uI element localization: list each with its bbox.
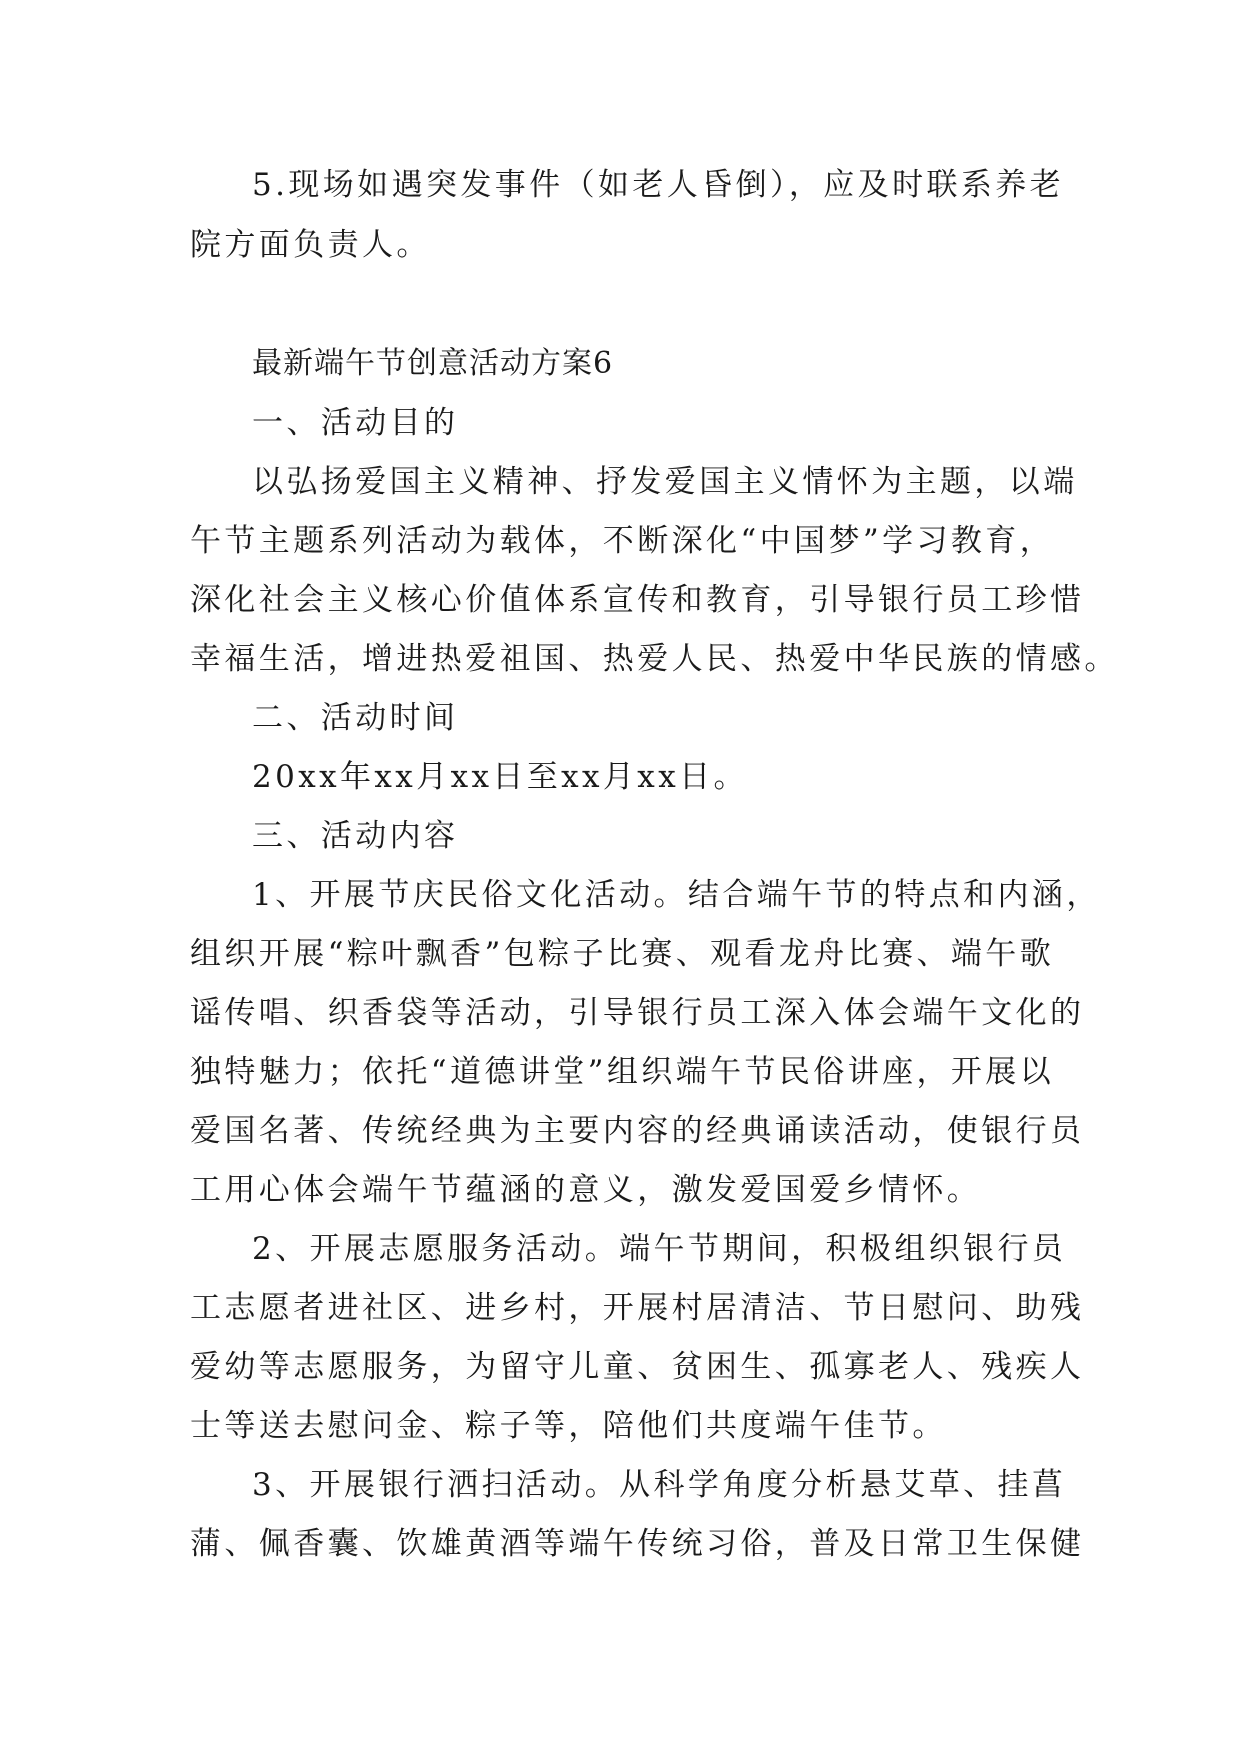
paragraph-line: 蒲、佩香囊、饮雄黄酒等端午传统习俗，普及日常卫生保健 bbox=[190, 1526, 1085, 1562]
paragraph-line: 工志愿者进社区、进乡村，开展村居清洁、节日慰问、助残 bbox=[190, 1290, 1085, 1326]
paragraph-line: 谣传唱、织香袋等活动，引导银行员工深入体会端午文化的 bbox=[190, 995, 1085, 1031]
paragraph-line: 幸福生活，增进热爱祖国、热爱人民、热爱中华民族的情感。 bbox=[190, 641, 1119, 677]
paragraph-line: 以弘扬爱国主义精神、抒发爱国主义情怀为主题，以端 bbox=[252, 464, 1078, 500]
paragraph-line: 2、开展志愿服务活动。端午节期间，积极组织银行员 bbox=[252, 1231, 1067, 1267]
section-heading: 一、活动目的 bbox=[252, 405, 459, 441]
paragraph-line: 院方面负责人。 bbox=[190, 227, 431, 263]
section-heading: 二、活动时间 bbox=[252, 700, 459, 736]
paragraph-line: 5.现场如遇突发事件（如老人昏倒），应及时联系养老 bbox=[252, 167, 1065, 203]
paragraph-line: 爱幼等志愿服务，为留守儿童、贫困生、孤寡老人、残疾人 bbox=[190, 1349, 1085, 1385]
paragraph-line: 1、开展节庆民俗文化活动。结合端午节的特点和内涵， bbox=[252, 877, 1101, 913]
paragraph-line: 爱国名著、传统经典为主要内容的经典诵读活动，使银行员 bbox=[190, 1113, 1085, 1149]
section-heading: 三、活动内容 bbox=[252, 818, 459, 854]
paragraph-line: 士等送去慰问金、粽子等，陪他们共度端午佳节。 bbox=[190, 1408, 947, 1444]
paragraph-line: 组织开展“粽叶飘香”包粽子比赛、观看龙舟比赛、端午歌 bbox=[190, 936, 1055, 972]
paragraph-line: 3、开展银行洒扫活动。从科学角度分析悬艾草、挂菖 bbox=[252, 1467, 1067, 1503]
section-title: 最新端午节创意活动方案6 bbox=[252, 346, 614, 381]
paragraph-line: 独特魅力；依托“道德讲堂”组织端午节民俗讲座，开展以 bbox=[190, 1054, 1055, 1090]
paragraph-line: 20xx年xx月xx日至xx月xx日。 bbox=[252, 759, 748, 795]
paragraph-line: 午节主题系列活动为载体，不断深化“中国梦”学习教育， bbox=[190, 523, 1055, 559]
paragraph-line: 工用心体会端午节蕴涵的意义，激发爱国爱乡情怀。 bbox=[190, 1172, 982, 1208]
paragraph-line: 深化社会主义核心价值体系宣传和教育，引导银行员工珍惜 bbox=[190, 582, 1085, 618]
